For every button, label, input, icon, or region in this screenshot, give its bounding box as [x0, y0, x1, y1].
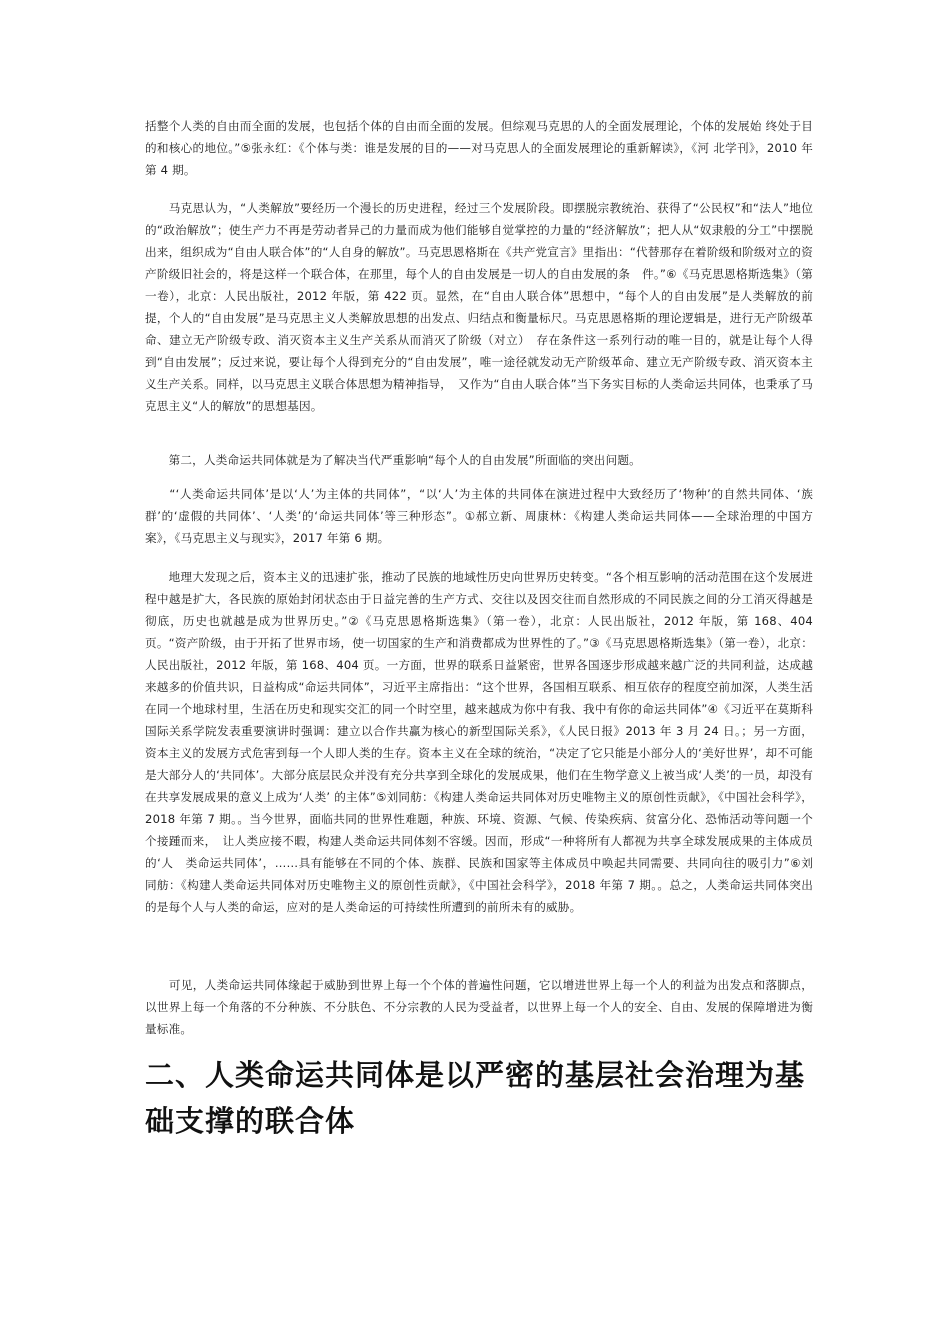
paragraph-second-point: 第二，人类命运共同体就是为了解决当代严重影响“每个人的自由发展”所面临的突出问题。 — [145, 453, 641, 467]
section-heading: 二、人类命运共同体是以严密的基层社会治理为基础支撑的联合体 — [145, 1058, 806, 1138]
paragraph-human-liberation: 马克思认为，“人类解放”要经历一个漫长的历史进程，经过三个发展阶段。即摆脱宗教统治、获得了“公民权”和“法人”地位的“政治解放”；使生产力不再是劳动者异己的力量而成为他们能够自觉掌控的力量的“经济解放”；把人从“奴隶般的分工”中摆脱出来，组织成为“自由人联合体”的“人自身的解放”。马克思恩格斯在《共产党宣言》里指出：“代替那存在着阶级和阶级对立的资产阶级旧社会的，将是这样一个联合体，在那里，每个人的自由发展是一切人的自由发展的条 件。”⑥《马克思恩格斯选集》（第一卷），北京：人民出版社，2012 年版，第 422 页。显然，在“自由人联合体”思想中，“每个人的自由发展”是人类解放的前提，个人的“自由发展”是马克思主义人类解放思想的出发点、归结点和衡量标尺。马克思恩格斯的理论逻辑是，进行无产阶级革命、建立无产阶级专政、消灭资本主义生产关系从而消灭了阶级（对立） 存在条件这一系列行动的唯一目的，就是让每个人得到“自由发展”；反过来说，要让每个人得到充分的“自由发展”，唯一途径就发动无产阶级革命、建立无产阶级专政、消灭资本主义生产关系。同样，以马克思主义联合体思想为精神指导， 又作为“自由人联合体”当下务实目标的人类命运共同体，也秉承了马克思主义“人的解放”的思想基因。 — [145, 201, 813, 413]
paragraph-world-history: 地理大发现之后，资本主义的迅速扩张，推动了民族的地域性历史向世界历史转变。“各个相互影响的活动范围在这个发展进程中越是扩大，各民族的原始封闭状态由于日益完善的生产方式、交往以及因交往而自然形成的不同民族之间的分工消灭得越是彻底，历史也就越是成为世界历史。”②《马克思恩格斯选集》（第一卷），北京：人民出版社，2012 年版，第 168、404 页。“资产阶级，由于开拓了世界市场，使一切国家的生产和消费都成为世界性的了。”③《马克思恩格斯选集》（第一卷），北京：人民出版社，2012 年版，第 168、404 页。一方面，世界的联系日益紧密，世界各国逐步形成越来越广泛的共同利益，达成越来越多的价值共识，日益构成“命运共同体”，习近平主席指出：“这个世界，各国相互联系、相互依存的程度空前加深，人类生活在同一个地球村里，生活在历史和现实交汇的同一个时空里，越来越成为你中有我、我中有你的命运共同体”④《习近平在莫斯科国际关系学院发表重要演讲时强调：建立以合作共赢为核心的新型国际关系》，《人民日报》2013 年 3 月 24 日。；另一方面，资本主义的发展方式危害到每一个人即人类的生存。资本主义在全球的统治，“决定了它只能是小部分人的‘美好世界’，却不可能是大部分人的‘共同体’。大部分底层民众并没有充分共享到全球化的发展成果，他们在生物学意义上被当成‘人类’的一员，却没有在共享发展成果的意义上成为‘人类’ 的主体”⑤刘同舫：《构建人类命运共同体对历史唯物主义的原创性贡献》，《中国社会科学》，2018 年第 7 期。。当今世界，面临共同的世界性难题，种族、环境、资源、气候、传染疾病、贫富分化、恐怖活动等问题一个个接踵而来， 让人类应接不暇，构建人类命运共同体刻不容缓。因而，形成“一种将所有人都视为共享全球发展成果的主体成员的‘人 类命运共同体’，……具有能够在不同的个体、族群、民族和国家等主体成员中唤起共同需要、共同向往的吸引力”⑥刘 同舫：《构建人类命运共同体对历史唯物主义的原创性贡献》，《中国社会科学》，2018 年第 7 期。。总之，人类命运共同体突出的是每个人与人类的命运，应对的是人类命运的可持续性所遭到的前所未有的威胁。 — [145, 570, 825, 914]
paragraph-community-forms: “‘人类命运共同体’是以‘人’为主体的共同体”，“以‘人’为主体的共同体在演进过程中大致经历了‘物种’的自然共同体、‘族群’的‘虚假的共同体’、‘人类’的‘命运共同体’等三种形态”。①郝立新、周康林：《构建人类命运共同体——全球治理的中国方案》，《马克思主义与现实》，2017 年第 6 期。 — [145, 487, 813, 545]
paragraph-continuation: 括整个人类的自由而全面的发展，也包括个体的自由而全面的发展。但综观马克思的人的全面发展理论，个体的发展始 终处于目的和核心的地位。”⑤张永红：《个体与类：谁是发展的目的——对马克思人的全面发展理论的重新解读》，《河 北学刊》，2010 年第 4 期。 — [145, 119, 813, 177]
paragraph-conclusion: 可见，人类命运共同体缘起于威胁到世界上每一个个体的普遍性问题，它以增进世界上每一个人的利益为出发点和落脚点，以世界上每一个角落的不分种族、不分肤色、不分宗教的人民为受益者，以世界上每一个人的安全、自由、发展的保障增进为衡量标准。 — [145, 978, 813, 1036]
